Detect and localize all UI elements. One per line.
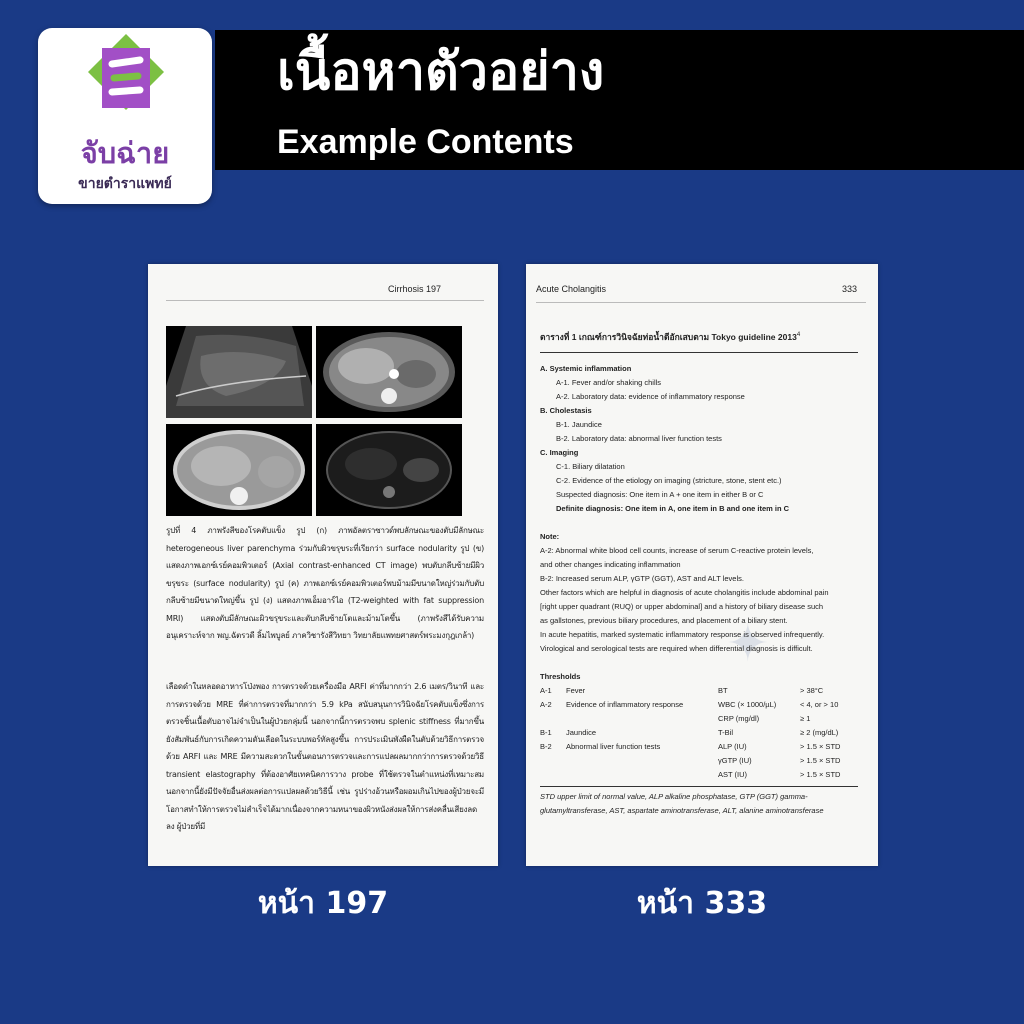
note-line-6: as gallstones, previous biliary procedures, and placement of a biliary stent.: [540, 616, 788, 625]
section-a-heading: A. Systemic inflammation: [540, 364, 632, 373]
figure-caption: รูปที่ 4 ภาพรังสีของโรคตับแข็ง รูป (ก) ภาพอัลตราซาวด์พบลักษณะของตับมีลักษณะ heterogeneous liver parenchyma ร่วมกับผิวขรุขระที่เรียกว่า surface nodularity รูป (ข) แสดงภาพเอกซ์เรย์คอมพิวเตอร์ (Axial contrast-enhanced CT image) พบตับกลีบซ้ายมีผิวขรุขระ (surface nodularity) รูป (ค) ภาพเอกซ์เรย์คอมพิวเตอร์พบม้ามมีขนาดใหญ่ร่วมกับตับกลีบซ้ายมีขนาดใหญ่ขึ้น รูป (ง) แสดงภาพเอ็มอาร์ไอ (T2-weighted with fat suppression MRI) แสดงตับมีลักษณะผิวขรุขระและตับกลีบซ้ายโตและม้ามโตขึ้น (ภาพรังสีได้รับความอนุเคราะห์จาก พญ.ฉัตรวดี ลิ้มไพบูลย์ ภาควิชารังสีวิทยา วิทยาลัยแพทยศาสตร์พระมงกุฎเกล้า): [166, 526, 484, 640]
section-a-item-1: A-1. Fever and/or shaking chills: [556, 378, 662, 387]
mri-image: [316, 424, 462, 516]
threshold-test: γGTP (IU): [718, 756, 752, 765]
threshold-test: AST (IU): [718, 770, 748, 779]
threshold-value: ≥ 1: [800, 714, 811, 723]
threshold-code: B-2: [540, 742, 552, 751]
threshold-test: BT: [718, 686, 728, 695]
thresholds-heading: Thresholds: [540, 672, 581, 681]
threshold-code: A-1: [540, 686, 552, 695]
definite-diagnosis: Definite diagnosis: One item in A, one item in B and one item in C: [556, 504, 790, 513]
note-line-4: Other factors which are helpful in diagnosis of acute cholangitis include abdominal pain: [540, 588, 829, 597]
ct-scan-image-lower: [166, 424, 312, 516]
note-line-7: In acute hepatitis, marked systematic inflammatory response is observed infrequently.: [540, 630, 825, 639]
banner-title-thai: เนื้อหาตัวอย่าง: [277, 42, 605, 102]
section-c-heading: C. Imaging: [540, 448, 579, 457]
table-title-superscript: 4: [796, 332, 801, 338]
note-line-8: Virological and serological tests are required when differential diagnosis is difficult.: [540, 644, 813, 653]
threshold-value: > 1.5 × STD: [800, 756, 841, 765]
brand-logo: [38, 28, 212, 204]
threshold-code: B-1: [540, 728, 552, 737]
table-title: [540, 328, 800, 344]
threshold-test: WBC (× 1000/µL): [718, 700, 777, 709]
note-line-5: [right upper quadrant (RUQ) or upper abdominal] and a history of biliary disease such: [540, 602, 824, 611]
watermark: ✦: [726, 614, 770, 674]
threshold-value: > 1.5 × STD: [800, 770, 841, 779]
section-a-item-2: A-2. Laboratory data: evidence of inflammatory response: [556, 392, 745, 401]
threshold-test: T-Bil: [718, 728, 733, 737]
footnote-line-2: glutamyltransferase, AST, aspartate aminotransferase, ALT, alanine aminotransferase: [540, 806, 824, 815]
section-b-item-2: B-2. Laboratory data: abnormal liver function tests: [556, 434, 722, 443]
section-c-item-1: C-1. Biliary dilatation: [556, 462, 625, 471]
section-b-heading: B. Cholestasis: [540, 406, 592, 415]
logo-name: จับฉ่าย: [80, 136, 170, 170]
page1-running-head: Cirrhosis 197: [388, 284, 442, 294]
threshold-value: ≥ 2 (mg/dL): [800, 728, 839, 737]
threshold-desc: Jaundice: [566, 728, 597, 737]
note-heading: Note:: [540, 532, 560, 541]
ultrasound-image: [166, 326, 312, 418]
threshold-desc: Evidence of inflammatory response: [566, 700, 684, 709]
page-label-333: หน้า 333: [636, 886, 768, 921]
threshold-desc: Abnormal liver function tests: [566, 742, 661, 751]
page2-running-head-right: 333: [842, 284, 858, 294]
note-line-2: and other changes indicating inflammation: [540, 560, 681, 569]
threshold-value: < 4, or > 10: [800, 700, 839, 709]
note-line-3: B-2: Increased serum ALP, γGTP (GGT), AST and ALT levels.: [540, 574, 744, 583]
logo-mark-icon: [88, 34, 164, 126]
threshold-value: > 38°C: [800, 686, 824, 695]
table-title-text: ตารางที่ 1 เกณฑ์การวินิจฉัยท่อน้ำดีอักเสบตาม Tokyo guideline 2013: [540, 331, 797, 342]
suspected-diagnosis: Suspected diagnosis: One item in A + one item in either B or C: [556, 490, 764, 499]
threshold-desc: Fever: [566, 686, 586, 695]
section-b-item-1: B-1. Jaundice: [556, 420, 602, 429]
footnote-line-1: STD upper limit of normal value, ALP alkaline phosphatase, GTP (GGT) gamma-: [540, 792, 808, 801]
threshold-code: A-2: [540, 700, 552, 709]
page2-header-rule: [536, 302, 866, 303]
title-banner: [215, 30, 1024, 170]
table-top-rule: [540, 352, 858, 353]
threshold-value: > 1.5 × STD: [800, 742, 841, 751]
logo-subtitle: ขายตำราแพทย์: [78, 176, 172, 192]
sample-page-333: [526, 264, 878, 866]
banner-title-english: Example Contents: [277, 123, 574, 161]
page1-body-text: เลือดดำในหลอดอาหารโป่งพอง การตรวจด้วยเครื่องมือ ARFI ค่าที่มากกว่า 2.6 เมตร/วินาที และการตรวจด้วย MRE ที่ค่าการตรวจที่มากกว่า 5.9 kPa สนับสนุนการวินิจฉัยโรคตับแข็งซึ่งการตรวจชิ้นเนื้อตับอาจไม่จำเป็นในผู้ป่วยกลุ่มนี้ นอกจากนี้การตรวจพบ splenic stiffness ที่มากขึ้นยังสัมพันธ์กับการเกิดความดันเลือดในระบบพอร์ทัลสูงขึ้น การประเมินพังผืดในตับด้วยวิธีการตรวจด้วย ARFI และ MRE มีความสะดวกในขั้นตอนการตรวจและการแปลผลมากกว่าการตรวจด้วยวิธี transient elastography ที่ต้องอาศัยเทคนิคการวาง probe ที่ใช้ตรวจในตำแหน่งที่เหมาะสม นอกจากนี้ยังมีปัจจัยอื่นส่งผลต่อการแปลผลด้วยวิธีนี้ เช่น รูปร่างอ้วนหรือผอมเกินไปของผู้ป่วยจะมีโอกาสทำให้การตรวจไม่สำเร็จได้มากเนื่องจากความหนาของผิวหนังส่งผลให้การส่งคลื่นเสียงลดลง ผู้ป่วยที่มี: [166, 682, 484, 831]
threshold-test: CRP (mg/dl): [718, 714, 760, 723]
table-bottom-rule: [540, 786, 858, 787]
ct-scan-image-upper: [316, 326, 462, 418]
section-c-item-2: C-2. Evidence of the etiology on imaging (stricture, stone, stent etc.): [556, 476, 782, 485]
page1-header-rule: [166, 300, 484, 301]
threshold-test: ALP (IU): [718, 742, 747, 751]
note-line-1: A-2: Abnormal white blood cell counts, increase of serum C-reactive protein levels,: [540, 546, 814, 555]
page-label-197: หน้า 197: [257, 886, 389, 921]
page2-running-head-left: Acute Cholangitis: [536, 284, 607, 294]
sample-page-197: [148, 264, 498, 866]
